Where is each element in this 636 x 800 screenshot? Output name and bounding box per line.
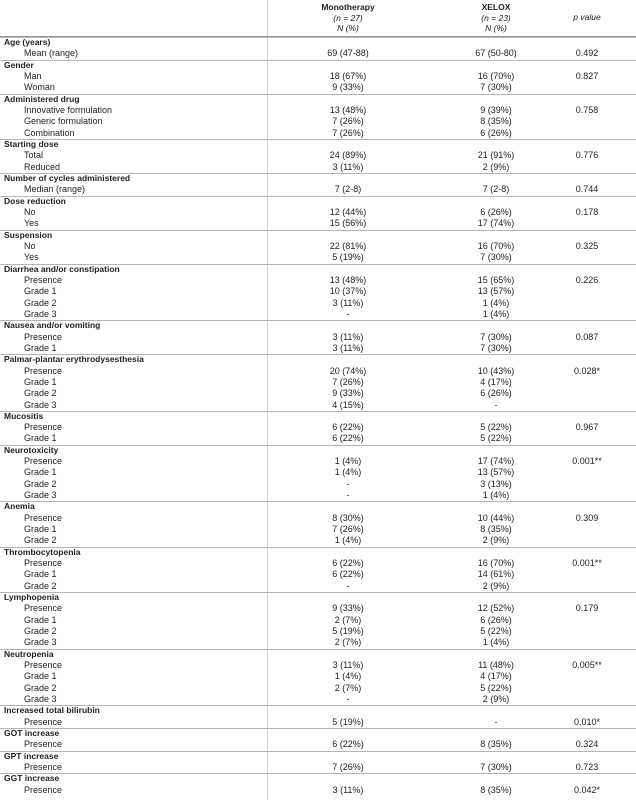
section-row (0, 173, 636, 184)
section-label: GOT increase (4, 728, 60, 739)
row-label: No (24, 206, 36, 217)
section-row (0, 60, 636, 71)
p-value: 0.179 (575, 603, 599, 614)
table-row (0, 637, 636, 648)
row-label: Grade 2 (24, 297, 57, 308)
table-row (0, 332, 636, 343)
xelox-value: 13 (57%) (477, 286, 515, 297)
monotherapy-value: 13 (48%) (329, 104, 367, 115)
row-label: Grade 3 (24, 308, 57, 319)
row-label: Man (24, 70, 42, 81)
row-label: Grade 2 (24, 478, 57, 489)
xelox-value: 1 (4%) (482, 637, 510, 648)
monotherapy-value: 6 (22%) (332, 433, 364, 444)
row-label: Grade 2 (24, 580, 57, 591)
row-label: Grade 1 (24, 524, 57, 535)
row-label: Mean (range) (24, 48, 79, 59)
section-label: Neurotoxicity (4, 444, 59, 455)
section-label: Mucositis (4, 410, 44, 421)
table-row (0, 717, 636, 728)
section-row (0, 139, 636, 150)
section-row (0, 547, 636, 558)
header-xelox-unit: N (%) (485, 23, 507, 33)
row-label: Combination (24, 127, 75, 138)
monotherapy-value: 6 (22%) (332, 558, 364, 569)
monotherapy-value: 2 (7%) (334, 682, 362, 693)
row-label: Grade 1 (24, 286, 57, 297)
section-label: Anemia (4, 501, 35, 512)
row-label: Presence (24, 512, 63, 523)
xelox-value: 67 (50-80) (475, 48, 517, 59)
row-label: Innovative formulation (24, 104, 113, 115)
monotherapy-value: 7 (26%) (332, 127, 364, 138)
xelox-value: 7 (30%) (480, 82, 512, 93)
section-row (0, 411, 636, 422)
table-row (0, 683, 636, 694)
xelox-value: 17 (74%) (477, 218, 515, 229)
table-row (0, 739, 636, 750)
row-label: Median (range) (24, 184, 86, 195)
p-value: 0.309 (575, 512, 599, 523)
xelox-value: 16 (70%) (477, 240, 515, 251)
xelox-value: 7 (30%) (480, 252, 512, 263)
monotherapy-value: 6 (22%) (332, 739, 364, 750)
header-p-value-title: p value (573, 12, 601, 22)
monotherapy-value: - (346, 694, 350, 705)
table-row (0, 82, 636, 93)
xelox-value: 11 (48%) (478, 660, 514, 671)
section-label: Dose reduction (4, 195, 66, 206)
table-row (0, 467, 636, 478)
xelox-value: 8 (35%) (480, 524, 512, 535)
xelox-value: 7 (30%) (480, 342, 512, 353)
section-label: Gender (4, 59, 34, 70)
p-value: 0.001** (572, 456, 602, 467)
table-row (0, 241, 636, 252)
xelox-value: 3 (13%) (480, 478, 512, 489)
section-row (0, 592, 636, 603)
xelox-value: 6 (26%) (480, 206, 512, 217)
monotherapy-value: 1 (4%) (334, 467, 362, 478)
monotherapy-value: 22 (81%) (329, 240, 367, 251)
xelox-value: 14 (61%) (477, 569, 515, 580)
section-label: Diarrhea and/or constipation (4, 263, 120, 274)
row-label: Presence (24, 365, 63, 376)
monotherapy-value: 7 (26%) (332, 524, 364, 535)
row-label: Grade 1 (24, 433, 57, 444)
row-label: Presence (24, 331, 63, 342)
table-row (0, 400, 636, 411)
monotherapy-value: 7 (2-8) (334, 184, 362, 195)
section-label: Thrombocytopenia (4, 546, 81, 557)
table-row (0, 116, 636, 127)
xelox-value: 6 (26%) (480, 127, 512, 138)
xelox-value: 16 (70%) (477, 70, 515, 81)
table-row (0, 388, 636, 399)
monotherapy-value: 12 (44%) (329, 206, 367, 217)
xelox-value: 5 (22%) (480, 626, 512, 637)
monotherapy-value: 7 (26%) (332, 762, 364, 772)
xelox-value: 5 (22%) (480, 422, 512, 433)
xelox-value: 1 (4%) (482, 490, 510, 501)
monotherapy-value: 3 (11%) (332, 161, 364, 172)
p-value: 0.042* (573, 784, 601, 795)
xelox-value: 2 (9%) (482, 161, 510, 172)
header-monotherapy-title: Monotherapy (321, 2, 375, 12)
table-row (0, 275, 636, 286)
p-value: 0.001** (572, 558, 602, 569)
row-label: Presence (24, 784, 63, 795)
row-label: Presence (24, 456, 63, 467)
section-row (0, 354, 636, 365)
table-row (0, 603, 636, 614)
row-label: Reduced (24, 161, 61, 172)
row-label: Presence (24, 739, 63, 750)
row-label: Presence (24, 762, 63, 772)
row-label: Presence (24, 422, 63, 433)
table-row (0, 377, 636, 388)
table-row (0, 433, 636, 444)
section-label: GPT increase (4, 750, 59, 761)
section-row (0, 751, 636, 762)
row-label: Grade 1 (24, 671, 57, 682)
xelox-value: 6 (26%) (480, 614, 512, 625)
p-value: 0.492 (575, 48, 599, 59)
xelox-value: 1 (4%) (482, 308, 510, 319)
row-label: Grade 2 (24, 626, 57, 637)
p-value: 0.005** (572, 660, 602, 671)
section-label: Administered drug (4, 93, 80, 104)
monotherapy-value: 7 (26%) (332, 376, 364, 387)
table-row (0, 298, 636, 309)
monotherapy-value: 3 (11%) (332, 342, 364, 353)
monotherapy-value: - (346, 478, 350, 489)
table-row (0, 615, 636, 626)
p-value: 0.178 (575, 206, 599, 217)
row-label: Grade 3 (24, 399, 57, 410)
table-row (0, 207, 636, 218)
monotherapy-value: 5 (19%) (332, 252, 364, 263)
header-monotherapy-n: (n = 27) (333, 12, 363, 23)
section-label: Neutropenia (4, 648, 54, 659)
section-label: Lymphopenia (4, 592, 59, 603)
monotherapy-value: - (346, 490, 350, 501)
row-label: Presence (24, 603, 63, 614)
xelox-value: 17 (74%) (477, 456, 515, 467)
section-row (0, 501, 636, 512)
row-label: Presence (24, 660, 63, 671)
xelox-value: 13 (57%) (477, 467, 515, 478)
table-row (0, 581, 636, 592)
table-row (0, 71, 636, 82)
p-value: 0.010* (573, 716, 601, 727)
monotherapy-value: 2 (7%) (334, 637, 362, 648)
header-p-value (542, 12, 632, 23)
section-label: Age (years) (4, 37, 51, 47)
table-row (0, 626, 636, 637)
table-row (0, 252, 636, 263)
p-value: 0.226 (575, 274, 599, 285)
p-value: 0.324 (575, 739, 599, 750)
table-header (0, 0, 636, 36)
monotherapy-value: 20 (74%) (329, 365, 367, 376)
table-row (0, 162, 636, 173)
row-label: Grade 3 (24, 637, 57, 648)
table-row (0, 343, 636, 354)
row-label: Yes (24, 252, 39, 263)
table-row (0, 184, 636, 195)
xelox-value: 5 (22%) (480, 682, 512, 693)
table-row (0, 660, 636, 671)
header-monotherapy (268, 2, 428, 34)
monotherapy-value: 15 (56%) (329, 218, 367, 229)
row-label: Generic formulation (24, 116, 103, 127)
monotherapy-value: 3 (11%) (332, 297, 364, 308)
table-row (0, 309, 636, 320)
section-label: Starting dose (4, 138, 59, 149)
p-value: 0.967 (575, 422, 599, 433)
row-label: Grade 3 (24, 490, 57, 501)
monotherapy-value: 4 (15%) (332, 399, 364, 410)
xelox-value: 8 (35%) (480, 739, 512, 750)
section-row (0, 230, 636, 241)
row-label: Woman (24, 82, 55, 93)
monotherapy-value: 3 (11%) (332, 784, 364, 795)
monotherapy-value: 9 (33%) (332, 388, 364, 399)
monotherapy-value: 3 (11%) (332, 331, 364, 342)
xelox-value: 8 (35%) (480, 784, 512, 795)
monotherapy-value: 5 (19%) (332, 626, 364, 637)
xelox-value: 10 (43%) (477, 365, 515, 376)
table-row (0, 535, 636, 546)
monotherapy-value: 69 (47-88) (327, 48, 369, 59)
table-row (0, 569, 636, 580)
monotherapy-value: 9 (33%) (332, 603, 364, 614)
monotherapy-value: 13 (48%) (329, 274, 367, 285)
monotherapy-value: 1 (4%) (334, 535, 362, 546)
section-row (0, 196, 636, 207)
row-label: Grade 1 (24, 614, 57, 625)
section-label: Palmar-plantar erythrodysesthesia (4, 354, 144, 365)
section-label: Suspension (4, 229, 53, 240)
row-label: Presence (24, 274, 63, 285)
xelox-value: 5 (22%) (480, 433, 512, 444)
row-label: Presence (24, 716, 63, 727)
table-row (0, 128, 636, 139)
monotherapy-value: 3 (11%) (332, 660, 364, 671)
row-label: Grade 2 (24, 535, 57, 546)
section-row (0, 320, 636, 331)
xelox-value: 7 (30%) (480, 762, 512, 772)
monotherapy-value: 1 (4%) (334, 456, 362, 467)
table-row (0, 490, 636, 501)
xelox-value: 4 (17%) (480, 376, 512, 387)
p-value: 0.827 (575, 70, 599, 81)
xelox-value: 2 (9%) (482, 580, 510, 591)
xelox-value: 9 (39%) (480, 104, 512, 115)
monotherapy-value: 8 (30%) (332, 512, 364, 523)
monotherapy-value: 7 (26%) (332, 116, 364, 127)
table-row (0, 558, 636, 569)
table-row (0, 694, 636, 705)
monotherapy-value: 2 (7%) (334, 614, 362, 625)
row-label: Grade 2 (24, 388, 57, 399)
table-row (0, 105, 636, 116)
monotherapy-value: 5 (19%) (332, 716, 364, 727)
xelox-value: 21 (91%) (477, 150, 515, 161)
p-value: 0.723 (575, 762, 599, 772)
monotherapy-value: 24 (89%) (329, 150, 367, 161)
header-monotherapy-unit: N (%) (337, 23, 359, 33)
xelox-value: 2 (9%) (482, 535, 510, 546)
xelox-value: - (494, 716, 498, 727)
p-value: 0.744 (575, 184, 599, 195)
xelox-value: 2 (9%) (482, 694, 510, 705)
section-label: Increased total bilirubin (4, 705, 100, 716)
p-value: 0.087 (575, 331, 599, 342)
xelox-value: 12 (52%) (477, 603, 515, 614)
table-row (0, 456, 636, 467)
section-row (0, 37, 636, 48)
table-row (0, 286, 636, 297)
p-value: 0.758 (575, 104, 599, 115)
table-row (0, 150, 636, 161)
xelox-value: 7 (30%) (480, 331, 512, 342)
section-row (0, 728, 636, 739)
xelox-value: 8 (35%) (480, 116, 512, 127)
section-row (0, 445, 636, 456)
table-row (0, 479, 636, 490)
xelox-value: 4 (17%) (480, 671, 512, 682)
section-row (0, 773, 636, 784)
row-label: Total (24, 150, 44, 161)
section-row (0, 94, 636, 105)
row-label: Yes (24, 218, 39, 229)
xelox-value: 1 (4%) (482, 297, 510, 308)
p-value: 0.028* (573, 365, 601, 376)
table-row (0, 671, 636, 682)
section-label: Number of cycles administered (4, 172, 131, 183)
section-label: Nausea and/or vomiting (4, 320, 101, 331)
row-label: Grade 1 (24, 376, 57, 387)
row-label: Grade 1 (24, 467, 57, 478)
monotherapy-value: - (346, 308, 350, 319)
table-body (0, 37, 636, 796)
table-row (0, 48, 636, 59)
row-label: Grade 1 (24, 342, 57, 353)
xelox-value: 6 (26%) (480, 388, 512, 399)
xelox-value: 10 (44%) (477, 512, 515, 523)
p-value: 0.325 (575, 240, 599, 251)
table-row (0, 762, 636, 773)
table-row (0, 785, 636, 796)
table-row (0, 422, 636, 433)
table-row (0, 218, 636, 229)
header-xelox-n: (n = 23) (481, 12, 511, 23)
xelox-value: - (494, 399, 498, 410)
table-row (0, 366, 636, 377)
monotherapy-value: 10 (37%) (329, 286, 367, 297)
monotherapy-value: 9 (33%) (332, 82, 364, 93)
xelox-value: 15 (65%) (477, 274, 515, 285)
monotherapy-value: - (346, 580, 350, 591)
xelox-value: 7 (2-8) (482, 184, 510, 195)
row-label: Grade 3 (24, 694, 57, 705)
row-label: Grade 2 (24, 682, 57, 693)
row-label: No (24, 240, 36, 251)
xelox-value: 16 (70%) (477, 558, 515, 569)
p-value: 0.776 (575, 150, 599, 161)
table-row (0, 513, 636, 524)
monotherapy-value: 6 (22%) (332, 422, 364, 433)
section-row (0, 264, 636, 275)
row-label: Presence (24, 558, 63, 569)
monotherapy-value: 6 (22%) (332, 569, 364, 580)
monotherapy-value: 18 (67%) (329, 70, 367, 81)
section-label: GGT increase (4, 773, 60, 784)
section-row (0, 705, 636, 716)
header-xelox-title: XELOX (481, 2, 511, 12)
monotherapy-value: 1 (4%) (334, 671, 362, 682)
table-row (0, 524, 636, 535)
row-label: Grade 1 (24, 569, 57, 580)
section-row (0, 649, 636, 660)
